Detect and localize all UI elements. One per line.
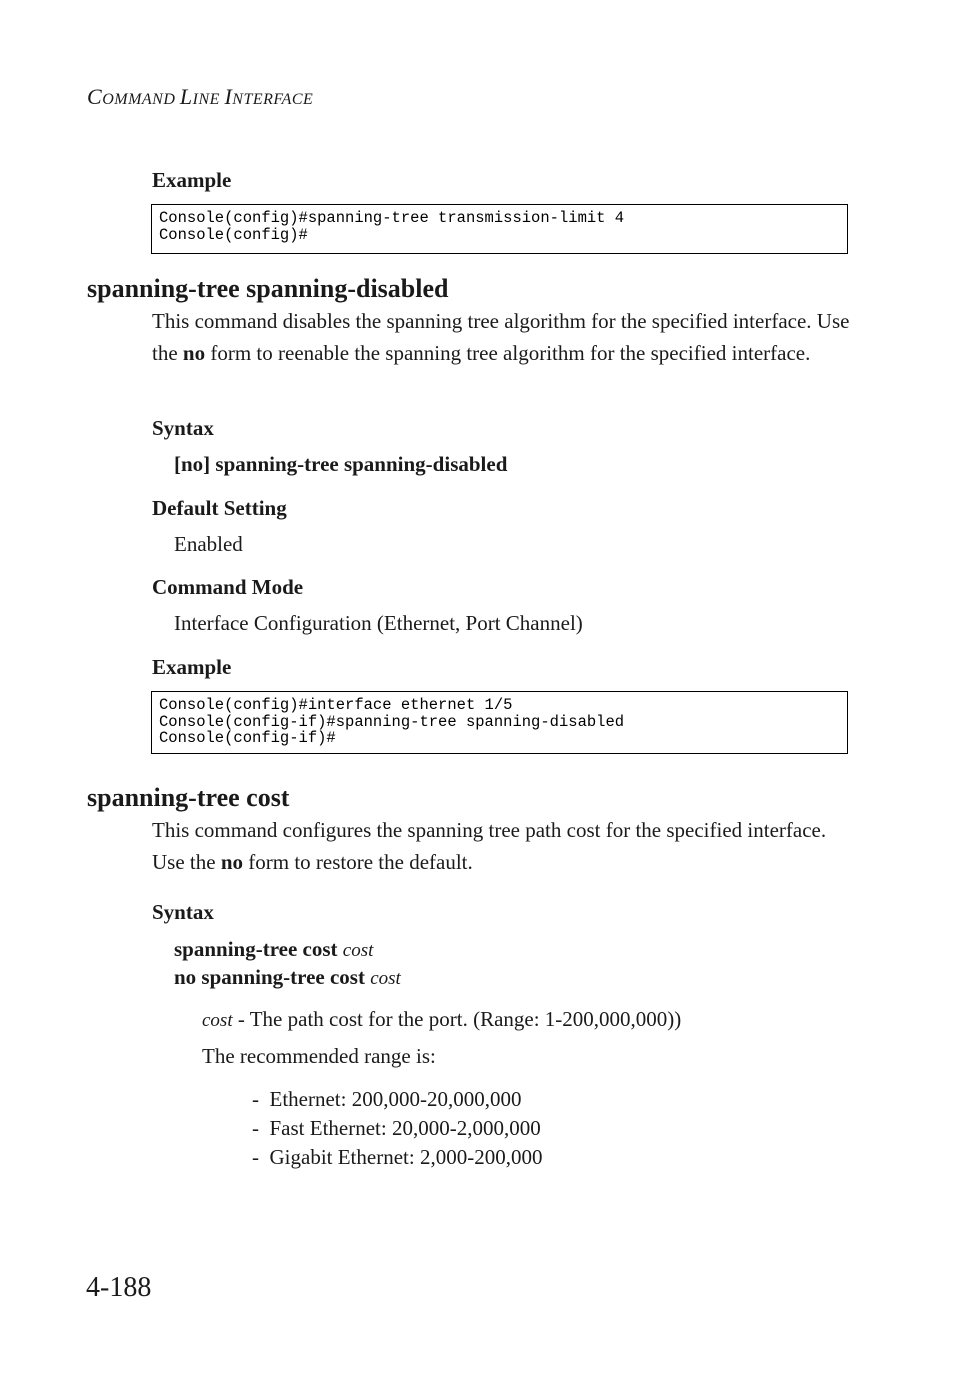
command-mode-label: Command Mode xyxy=(152,575,304,599)
header-smallcaps-3: NTERFACE xyxy=(232,91,314,108)
default-setting-value: Enabled xyxy=(174,532,243,556)
list-item: - Gigabit Ethernet: 2,000-200,000 xyxy=(252,1145,543,1169)
header-cap-i: I xyxy=(224,84,233,109)
range-list xyxy=(252,1085,542,1172)
desc-text: form to reenable the spanning tree algorithm for the specified interface. xyxy=(205,340,811,365)
desc-text: form to restore the default. xyxy=(243,849,473,874)
param-text: - The path cost for the port. (Range: 1-200,000,000)) xyxy=(232,1007,682,1031)
syntax-command: no spanning-tree cost xyxy=(174,965,365,989)
page-number: 4-188 xyxy=(86,1272,152,1303)
syntax-param: cost xyxy=(370,968,401,989)
syntax-label: Syntax xyxy=(152,900,214,924)
section-title-spanning-disabled: spanning-tree spanning-disabled xyxy=(87,274,449,303)
code-example-2: Console(config)#interface ethernet 1/5 Console(config-if)#spanning-tree spanning-disabled Console(config-if)# xyxy=(151,691,848,754)
header-cap-c: C xyxy=(87,84,103,109)
section-title-cost: spanning-tree cost xyxy=(87,783,290,812)
recommended-range-text: The recommended range is: xyxy=(202,1044,436,1068)
section-description xyxy=(152,306,852,369)
param-name: cost xyxy=(202,1010,233,1031)
code-example-1: Console(config)#spanning-tree transmission-limit 4 Console(config)# xyxy=(151,204,848,254)
command-mode-value: Interface Configuration (Ethernet, Port Channel) xyxy=(174,611,583,635)
example-label: Example xyxy=(152,168,232,192)
list-item: - Fast Ethernet: 20,000-2,000,000 xyxy=(252,1116,541,1140)
desc-keyword-no: no xyxy=(182,340,206,365)
syntax-line xyxy=(174,937,373,962)
list-item: - Ethernet: 200,000-20,000,000 xyxy=(252,1087,522,1111)
syntax-param: cost xyxy=(342,940,374,961)
desc-keyword-no: no xyxy=(220,849,244,874)
desc-text: This command configures the spanning tree path cost for the specified interface. Use the xyxy=(152,818,827,874)
desc-text: This command disables the spanning tree algorithm for the specified interface. Use the xyxy=(152,309,850,365)
syntax-command: spanning-tree cost xyxy=(174,937,338,961)
param-description xyxy=(202,1007,681,1032)
section-description xyxy=(152,815,852,878)
header-cap-l: L xyxy=(179,84,193,109)
header-smallcaps-2: INE xyxy=(192,91,225,108)
running-header xyxy=(87,84,313,110)
syntax-line xyxy=(174,965,401,990)
syntax-line: [no] spanning-tree spanning-disabled xyxy=(174,452,508,476)
example-label: Example xyxy=(152,655,232,679)
header-smallcaps-1: OMMAND xyxy=(102,91,180,108)
syntax-label: Syntax xyxy=(152,416,214,440)
default-setting-label: Default Setting xyxy=(152,496,287,520)
